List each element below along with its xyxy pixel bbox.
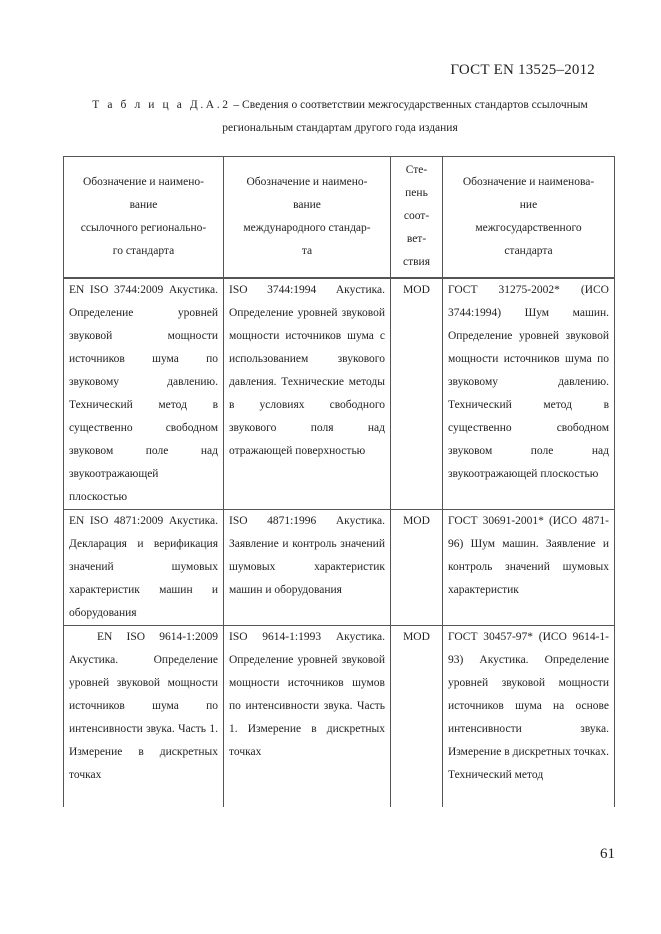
caption-text: – Сведения о соответствии межгосударственных стандартов ссылочным [230, 99, 588, 111]
caption-label: Т а б л и ц а Д.А.2 [92, 99, 231, 111]
document-code: ГОСТ EN 13525–2012 [450, 62, 595, 78]
cell-international: ISO 4871:1996 Акустика. Заявление и контроль значений шумовых характеристик машин и оборудования [224, 509, 391, 625]
caption-line-2: региональным стандартам другого года издания [222, 122, 458, 134]
table-row [64, 278, 615, 510]
cell-regional: EN ISO 3744:2009 Акустика. Определение уровней звуковой мощности источников шума по звуковому давлению. Технический метод в существенно свободном звуковом поле над звукоотражающей плоскостью [64, 278, 224, 510]
page-number: 61 [600, 846, 615, 862]
cell-regional: EN ISO 9614-1:2009 Акустика. Определение уровней звуковой мощности источников шума по интенсивности звука. Часть 1. Измерение в дискретных точках [64, 625, 224, 807]
header-degree: Сте- пень соот- вет- ствия [391, 157, 443, 278]
cell-interstate: ГОСТ 31275-2002* (ИСО 3744:1994) Шум машин. Определение уровней звуковой мощности источников шума по звуковому давлению. Технический метод в существенно свободном звуковом поле над звукоотражающей плоскостью [443, 278, 615, 510]
table-row [64, 625, 615, 807]
table-row [64, 509, 615, 625]
table-header-row [64, 157, 615, 278]
cell-degree: MOD [391, 509, 443, 625]
cell-international: ISO 9614-1:1993 Акустика. Определение уровней звуковой мощности источников шумов по интенсивности звука. Часть 1. Измерение в дискретных точках [224, 625, 391, 807]
cell-interstate: ГОСТ 30457-97* (ИСО 9614-1-93) Акустика. Определение уровней звуковой мощности источников шума на основе интенсивности звука. Измерение в дискретных точках. Технический метод [443, 625, 615, 807]
header-international: Обозначение и наимено- вание международного стандар- та [224, 157, 391, 278]
cell-international: ISO 3744:1994 Акустика. Определение уровней звуковой мощности источников шума с использованием звукового давления. Технические методы в условиях свободного звукового поля над отражающей поверхностью [224, 278, 391, 510]
header-regional: Обозначение и наимено- вание ссылочного регионально- го стандарта [64, 157, 224, 278]
cell-interstate: ГОСТ 30691-2001* (ИСО 4871-96) Шум машин. Заявление и контроль значений шумовых характеристик [443, 509, 615, 625]
cell-degree: MOD [391, 278, 443, 510]
cell-regional: EN ISO 4871:2009 Акустика. Декларация и верификация значений шумовых характеристик машин и оборудования [64, 509, 224, 625]
header-interstate: Обозначение и наименова- ние межгосударственного стандарта [443, 157, 615, 278]
table-caption [64, 94, 616, 140]
cell-degree: MOD [391, 625, 443, 807]
standards-table [63, 156, 615, 807]
caption-line-1 [64, 94, 616, 117]
